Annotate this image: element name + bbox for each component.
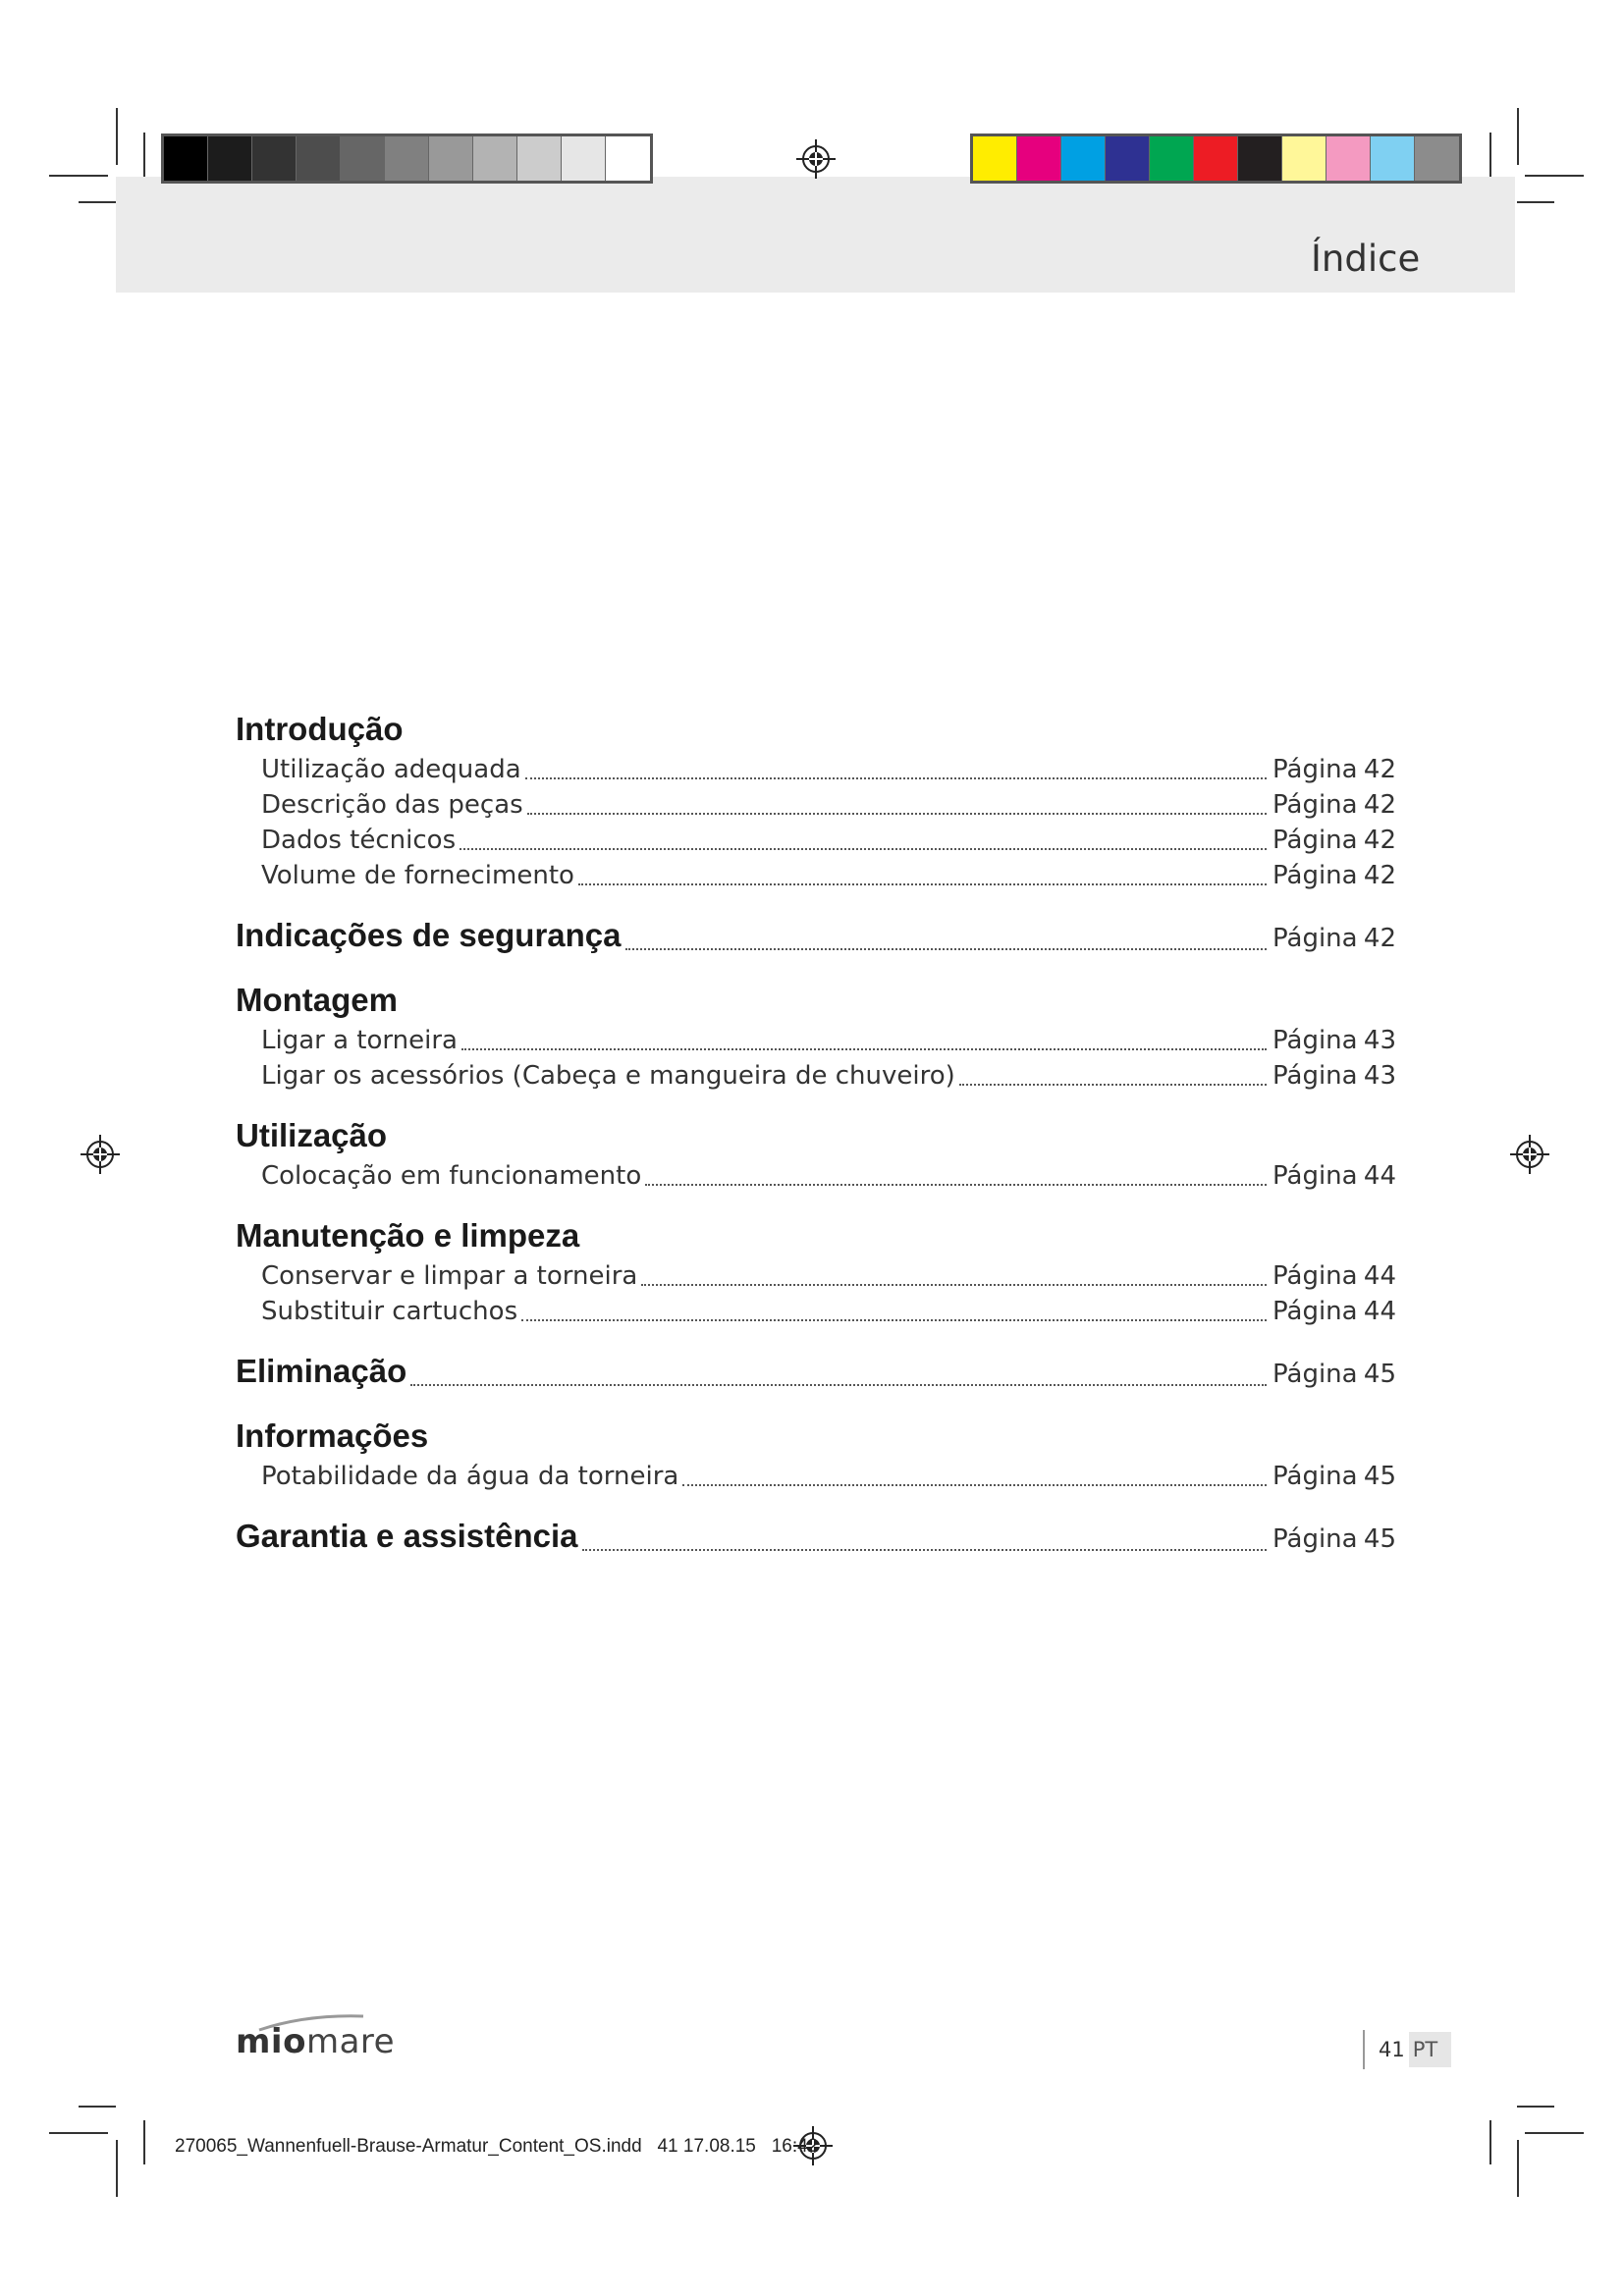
dot-leader: [525, 777, 1267, 779]
dot-leader: [460, 848, 1267, 850]
grayscale-swatch: [208, 136, 252, 181]
page-number-ref: 44: [1363, 1297, 1396, 1326]
process-swatch: [1106, 136, 1150, 181]
toc-section-title: Garantia e assistência: [236, 1518, 578, 1554]
grayscale-swatch: [385, 136, 429, 181]
toc-entry-label: Descrição das peças: [261, 790, 523, 820]
dot-leader: [578, 883, 1267, 885]
page-number-ref: 42: [1363, 826, 1396, 855]
crop-mark: [143, 2120, 145, 2164]
grayscale-swatch: [606, 136, 650, 181]
dot-leader: [625, 948, 1267, 950]
dot-leader: [527, 813, 1267, 815]
process-swatch: [1282, 136, 1326, 181]
toc-section: [236, 707, 1396, 893]
page-number-ref: 43: [1363, 1026, 1396, 1055]
page-title: Índice: [1311, 238, 1421, 280]
process-swatch: [1017, 136, 1061, 181]
crop-mark: [49, 2132, 108, 2134]
registration-mark-icon: [1510, 1135, 1549, 1174]
toc-entry[interactable]: [236, 1294, 1396, 1329]
toc-entry[interactable]: [236, 1158, 1396, 1194]
grayscale-swatch: [297, 136, 341, 181]
toc-section-title[interactable]: Montagem: [236, 982, 398, 1018]
page-word: Página: [1272, 1161, 1358, 1191]
page-number: 41: [1379, 2038, 1405, 2061]
page-word: Página: [1272, 1061, 1358, 1091]
toc-section: [236, 1514, 1396, 1559]
page-number-ref: 42: [1363, 924, 1396, 953]
logo-light-part: mare: [305, 2022, 396, 2061]
process-swatch: [1371, 136, 1415, 181]
page-word: Página: [1272, 1297, 1358, 1326]
dot-leader: [410, 1384, 1267, 1386]
dot-leader: [641, 1284, 1267, 1286]
crop-mark: [79, 201, 116, 203]
page-number-ref: 42: [1363, 790, 1396, 820]
toc-section-heading-row[interactable]: [236, 1514, 1396, 1559]
grayscale-swatch: [429, 136, 473, 181]
slug-filename: 270065_Wannenfuell-Brause-Armatur_Content_OS.indd 41: [175, 2136, 678, 2157]
logo-bold-part: mio: [236, 2022, 306, 2061]
crop-mark: [116, 2140, 118, 2197]
page-word: Página: [1272, 924, 1358, 953]
page-number-ref: 45: [1363, 1524, 1396, 1554]
toc-section: [236, 1349, 1396, 1394]
dot-leader: [959, 1084, 1267, 1086]
dot-leader: [521, 1319, 1267, 1321]
page-number-ref: 44: [1363, 1161, 1396, 1191]
crop-mark: [1517, 2140, 1519, 2197]
toc-entry-label: Ligar a torneira: [261, 1026, 458, 1055]
toc-entry[interactable]: [236, 823, 1396, 858]
toc-section-title[interactable]: Informações: [236, 1417, 429, 1454]
crop-mark: [1489, 133, 1491, 177]
crop-mark: [49, 175, 108, 177]
crop-mark: [1517, 201, 1554, 203]
toc-section: [236, 913, 1396, 958]
toc-entry-label: Ligar os acessórios (Cabeça e mangueira de chuveiro): [261, 1061, 955, 1091]
crop-mark: [1525, 175, 1584, 177]
header-band: [116, 177, 1515, 293]
toc-entry[interactable]: [236, 1058, 1396, 1094]
toc-entry-label: Conservar e limpar a torneira: [261, 1261, 638, 1291]
page-number-ref: 45: [1363, 1462, 1396, 1491]
page-word: Página: [1272, 790, 1358, 820]
toc-entry-label: Substituir cartuchos: [261, 1297, 518, 1326]
toc-section-title: Indicações de segurança: [236, 917, 622, 953]
crop-mark: [1517, 108, 1519, 165]
toc-entry-label: Dados técnicos: [261, 826, 457, 855]
page-number-ref: 43: [1363, 1061, 1396, 1091]
page-number-ref: 42: [1363, 755, 1396, 784]
process-swatch: [973, 136, 1017, 181]
registration-mark-icon: [796, 139, 836, 179]
toc-section: [236, 978, 1396, 1094]
process-swatch: [1238, 136, 1282, 181]
process-color-bar: [970, 133, 1462, 184]
toc-entry[interactable]: [236, 752, 1396, 787]
toc-entry[interactable]: [236, 787, 1396, 823]
dot-leader: [582, 1549, 1267, 1551]
crop-mark: [1525, 2132, 1584, 2134]
dot-leader: [682, 1484, 1267, 1486]
page-word: Página: [1272, 1360, 1358, 1389]
grayscale-swatch: [341, 136, 385, 181]
page-word: Página: [1272, 1261, 1358, 1291]
dot-leader: [461, 1048, 1267, 1050]
page-divider: [1363, 2030, 1365, 2069]
grayscale-swatch: [252, 136, 297, 181]
toc-section-title[interactable]: Manutenção e limpeza: [236, 1217, 580, 1254]
page-word: Página: [1272, 861, 1358, 890]
crop-mark: [79, 2106, 116, 2108]
slug-date: 17.08.15 16:42: [682, 2136, 819, 2157]
grayscale-swatch: [562, 136, 606, 181]
toc-section: [236, 1414, 1396, 1494]
toc-section: [236, 1213, 1396, 1329]
crop-mark: [1489, 2120, 1491, 2164]
toc-section-title[interactable]: Introdução: [236, 711, 404, 747]
page-number-ref: 45: [1363, 1360, 1396, 1389]
process-swatch: [1194, 136, 1238, 181]
page-word: Página: [1272, 755, 1358, 784]
registration-mark-icon: [81, 1135, 120, 1174]
page-word: Página: [1272, 1026, 1358, 1055]
print-slug: [175, 2136, 818, 2158]
toc-entry[interactable]: [236, 1258, 1396, 1294]
grayscale-swatch: [473, 136, 517, 181]
toc-entry-label: Potabilidade da água da torneira: [261, 1462, 679, 1491]
process-swatch: [1415, 136, 1459, 181]
toc-section: [236, 1113, 1396, 1194]
toc-entry[interactable]: [236, 1459, 1396, 1494]
process-swatch: [1150, 136, 1194, 181]
toc-section-title: Eliminação: [236, 1353, 407, 1389]
page-word: Página: [1272, 1524, 1358, 1554]
language-code: PT: [1409, 2032, 1452, 2067]
toc-entry-label: Volume de fornecimento: [261, 861, 574, 890]
page-word: Página: [1272, 1462, 1358, 1491]
process-swatch: [1326, 136, 1371, 181]
grayscale-swatch: [164, 136, 208, 181]
toc-entry-label: Colocação em funcionamento: [261, 1161, 642, 1191]
crop-mark: [143, 133, 145, 177]
toc-entry[interactable]: [236, 1023, 1396, 1058]
page-word: Página: [1272, 826, 1358, 855]
grayscale-color-bar: [161, 133, 653, 184]
dot-leader: [645, 1184, 1267, 1186]
toc-section-title[interactable]: Utilização: [236, 1117, 388, 1153]
crop-mark: [116, 108, 118, 165]
toc-entry-label: Utilização adequada: [261, 755, 521, 784]
page-number-ref: 42: [1363, 861, 1396, 890]
page-number-box: [1363, 2030, 1451, 2069]
brand-logo: [236, 2022, 395, 2061]
toc-section-heading-row[interactable]: [236, 913, 1396, 958]
process-swatch: [1061, 136, 1106, 181]
toc-entry[interactable]: [236, 858, 1396, 893]
page-number-ref: 44: [1363, 1261, 1396, 1291]
toc-section-heading-row[interactable]: [236, 1349, 1396, 1394]
crop-mark: [1517, 2106, 1554, 2108]
table-of-contents: [236, 707, 1396, 1578]
grayscale-swatch: [517, 136, 562, 181]
